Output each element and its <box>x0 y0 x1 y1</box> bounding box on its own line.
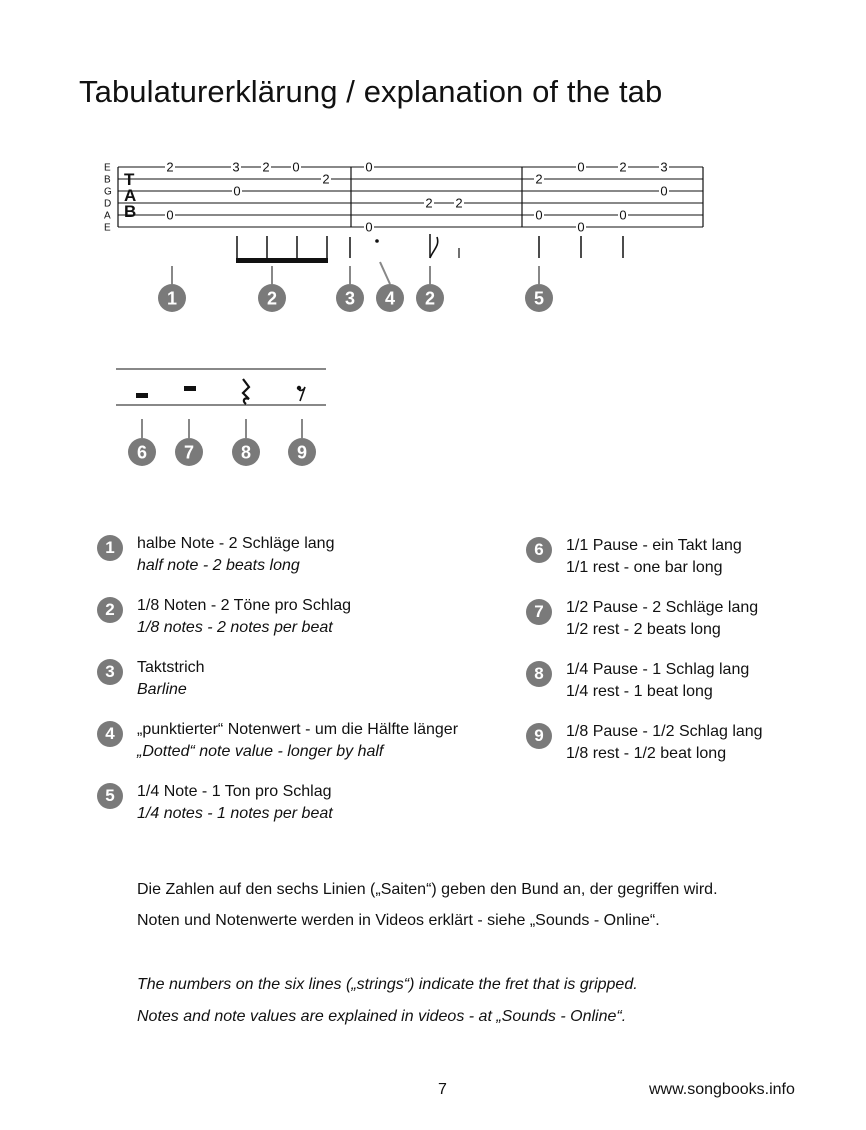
marker-number: 6 <box>136 442 148 463</box>
fret-number: 0 <box>535 207 543 223</box>
legend-number-circle: 1 <box>97 535 123 561</box>
marker-leader-line <box>380 262 390 284</box>
legend-text-de: 1/1 Pause - ein Takt lang <box>566 537 742 554</box>
legend-text-de: halbe Note - 2 Schläge lang <box>137 535 335 552</box>
legend-text-de: Taktstrich <box>137 659 205 676</box>
fret-number: 2 <box>262 159 270 175</box>
legend-text-en: 1/1 rest - one bar long <box>566 559 723 576</box>
tab-letter: T <box>124 170 135 189</box>
legend-text <box>566 535 742 579</box>
fret-number: 0 <box>365 219 373 235</box>
description-de-1: Die Zahlen auf den sechs Linien („Saiten“) geben den Bund an, der gegriffen wird. <box>137 881 718 898</box>
fret-number: 0 <box>233 183 241 199</box>
string-name: B <box>104 174 111 186</box>
tab-clef <box>124 170 136 221</box>
string-names <box>104 163 112 234</box>
fret-number: 2 <box>619 159 627 175</box>
legend-number-circle: 7 <box>526 599 552 625</box>
legend-text <box>137 657 205 701</box>
legend-text <box>137 719 458 763</box>
marker-number: 1 <box>166 288 178 309</box>
legend-text <box>137 781 333 825</box>
legend-text-de: „punktierter“ Notenwert - um die Hälfte länger <box>137 721 459 738</box>
legend-text <box>137 533 334 577</box>
legend-number-circle: 2 <box>97 597 123 623</box>
marker-number: 2 <box>266 288 278 309</box>
page-number: 7 <box>438 1081 447 1098</box>
legend-number-circle: 8 <box>526 661 552 687</box>
tab-letter: A <box>124 186 137 205</box>
legend-number-circle: 4 <box>97 721 123 747</box>
quarter-rest-symbol <box>243 379 249 404</box>
legend-text-en: 1/8 notes - 2 notes per beat <box>137 619 333 636</box>
fret-number: 2 <box>322 171 330 187</box>
marker-number: 2 <box>424 288 436 309</box>
legend-text <box>566 659 749 703</box>
legend-number-circle: 9 <box>526 723 552 749</box>
marker-number: 9 <box>296 442 308 463</box>
legend-number-circle: 3 <box>97 659 123 685</box>
tab-staff <box>118 167 703 227</box>
fret-number: 0 <box>577 159 585 175</box>
fret-number: 0 <box>166 207 174 223</box>
legend-number-circle: 6 <box>526 537 552 563</box>
dot-mark <box>375 239 379 243</box>
eighth-flag <box>430 237 438 258</box>
marker-number: 4 <box>384 288 396 309</box>
website-link[interactable]: www.songbooks.info <box>649 1081 795 1098</box>
whole-rest-symbol <box>136 393 148 398</box>
legend-text-en: 1/4 rest - 1 beat long <box>566 683 713 700</box>
legend-text <box>566 597 758 641</box>
legend-text-en: 1/4 notes - 1 notes per beat <box>137 805 333 822</box>
marker-number: 8 <box>240 442 252 463</box>
fret-number: 2 <box>166 159 174 175</box>
legend-text-de: 1/2 Pause - 2 Schläge lang <box>566 599 759 616</box>
legend-text-de: 1/4 Pause - 1 Schlag lang <box>566 661 750 678</box>
string-name: A <box>104 210 111 222</box>
fret-number: 3 <box>660 159 668 175</box>
legend-text-de: 1/4 Note - 1 Ton pro Schlag <box>137 783 332 800</box>
fret-number: 0 <box>619 207 627 223</box>
description-en-1: The numbers on the six lines („strings“) indicate the fret that is gripped. <box>137 976 638 993</box>
fret-number: 2 <box>455 195 463 211</box>
marker-number: 7 <box>183 442 195 463</box>
fret-number: 0 <box>660 183 668 199</box>
legend-text-de: 1/8 Noten - 2 Töne pro Schlag <box>137 597 352 614</box>
string-name: D <box>104 198 112 210</box>
fret-number: 0 <box>577 219 585 235</box>
fret-number: 2 <box>535 171 543 187</box>
string-name: E <box>104 162 111 174</box>
rhythm-notation <box>172 0 623 263</box>
tab-diagram <box>0 0 866 500</box>
legend-text-en: Barline <box>137 681 187 698</box>
description-de-2: Noten und Notenwerte werden in Videos erklärt - siehe „Sounds - Online“. <box>137 912 660 929</box>
tab-letter: B <box>124 202 137 221</box>
string-name: E <box>104 222 111 234</box>
rest-staff <box>116 369 326 405</box>
fret-number: 0 <box>292 159 300 175</box>
legend-text-en: „Dotted“ note value - longer by half <box>137 743 384 760</box>
legend-text-en: 1/2 rest - 2 beats long <box>566 621 721 638</box>
rest-markers <box>128 419 316 466</box>
fret-number: 0 <box>365 159 373 175</box>
eighth-rest-symbol <box>297 386 305 401</box>
string-name: G <box>104 186 112 198</box>
fret-numbers <box>165 160 669 235</box>
legend-text <box>137 595 351 639</box>
legend-text-de: 1/8 Pause - 1/2 Schlag lang <box>566 723 763 740</box>
description-en-2: Notes and note values are explained in videos - at „Sounds - Online“. <box>137 1008 627 1025</box>
marker-number: 3 <box>344 288 356 309</box>
tab-markers <box>158 262 553 312</box>
fret-number: 3 <box>232 159 240 175</box>
legend-text-en: half note - 2 beats long <box>137 557 300 574</box>
legend-text <box>566 721 763 765</box>
page-title: Tabulaturerklärung / explanation of the tab <box>79 74 663 109</box>
legend-number-circle: 5 <box>97 783 123 809</box>
legend-text-en: 1/8 rest - 1/2 beat long <box>566 745 727 762</box>
eighth-beam <box>236 258 328 263</box>
half-rest-symbol <box>184 386 196 391</box>
fret-number: 2 <box>425 195 433 211</box>
marker-number: 5 <box>533 288 545 309</box>
